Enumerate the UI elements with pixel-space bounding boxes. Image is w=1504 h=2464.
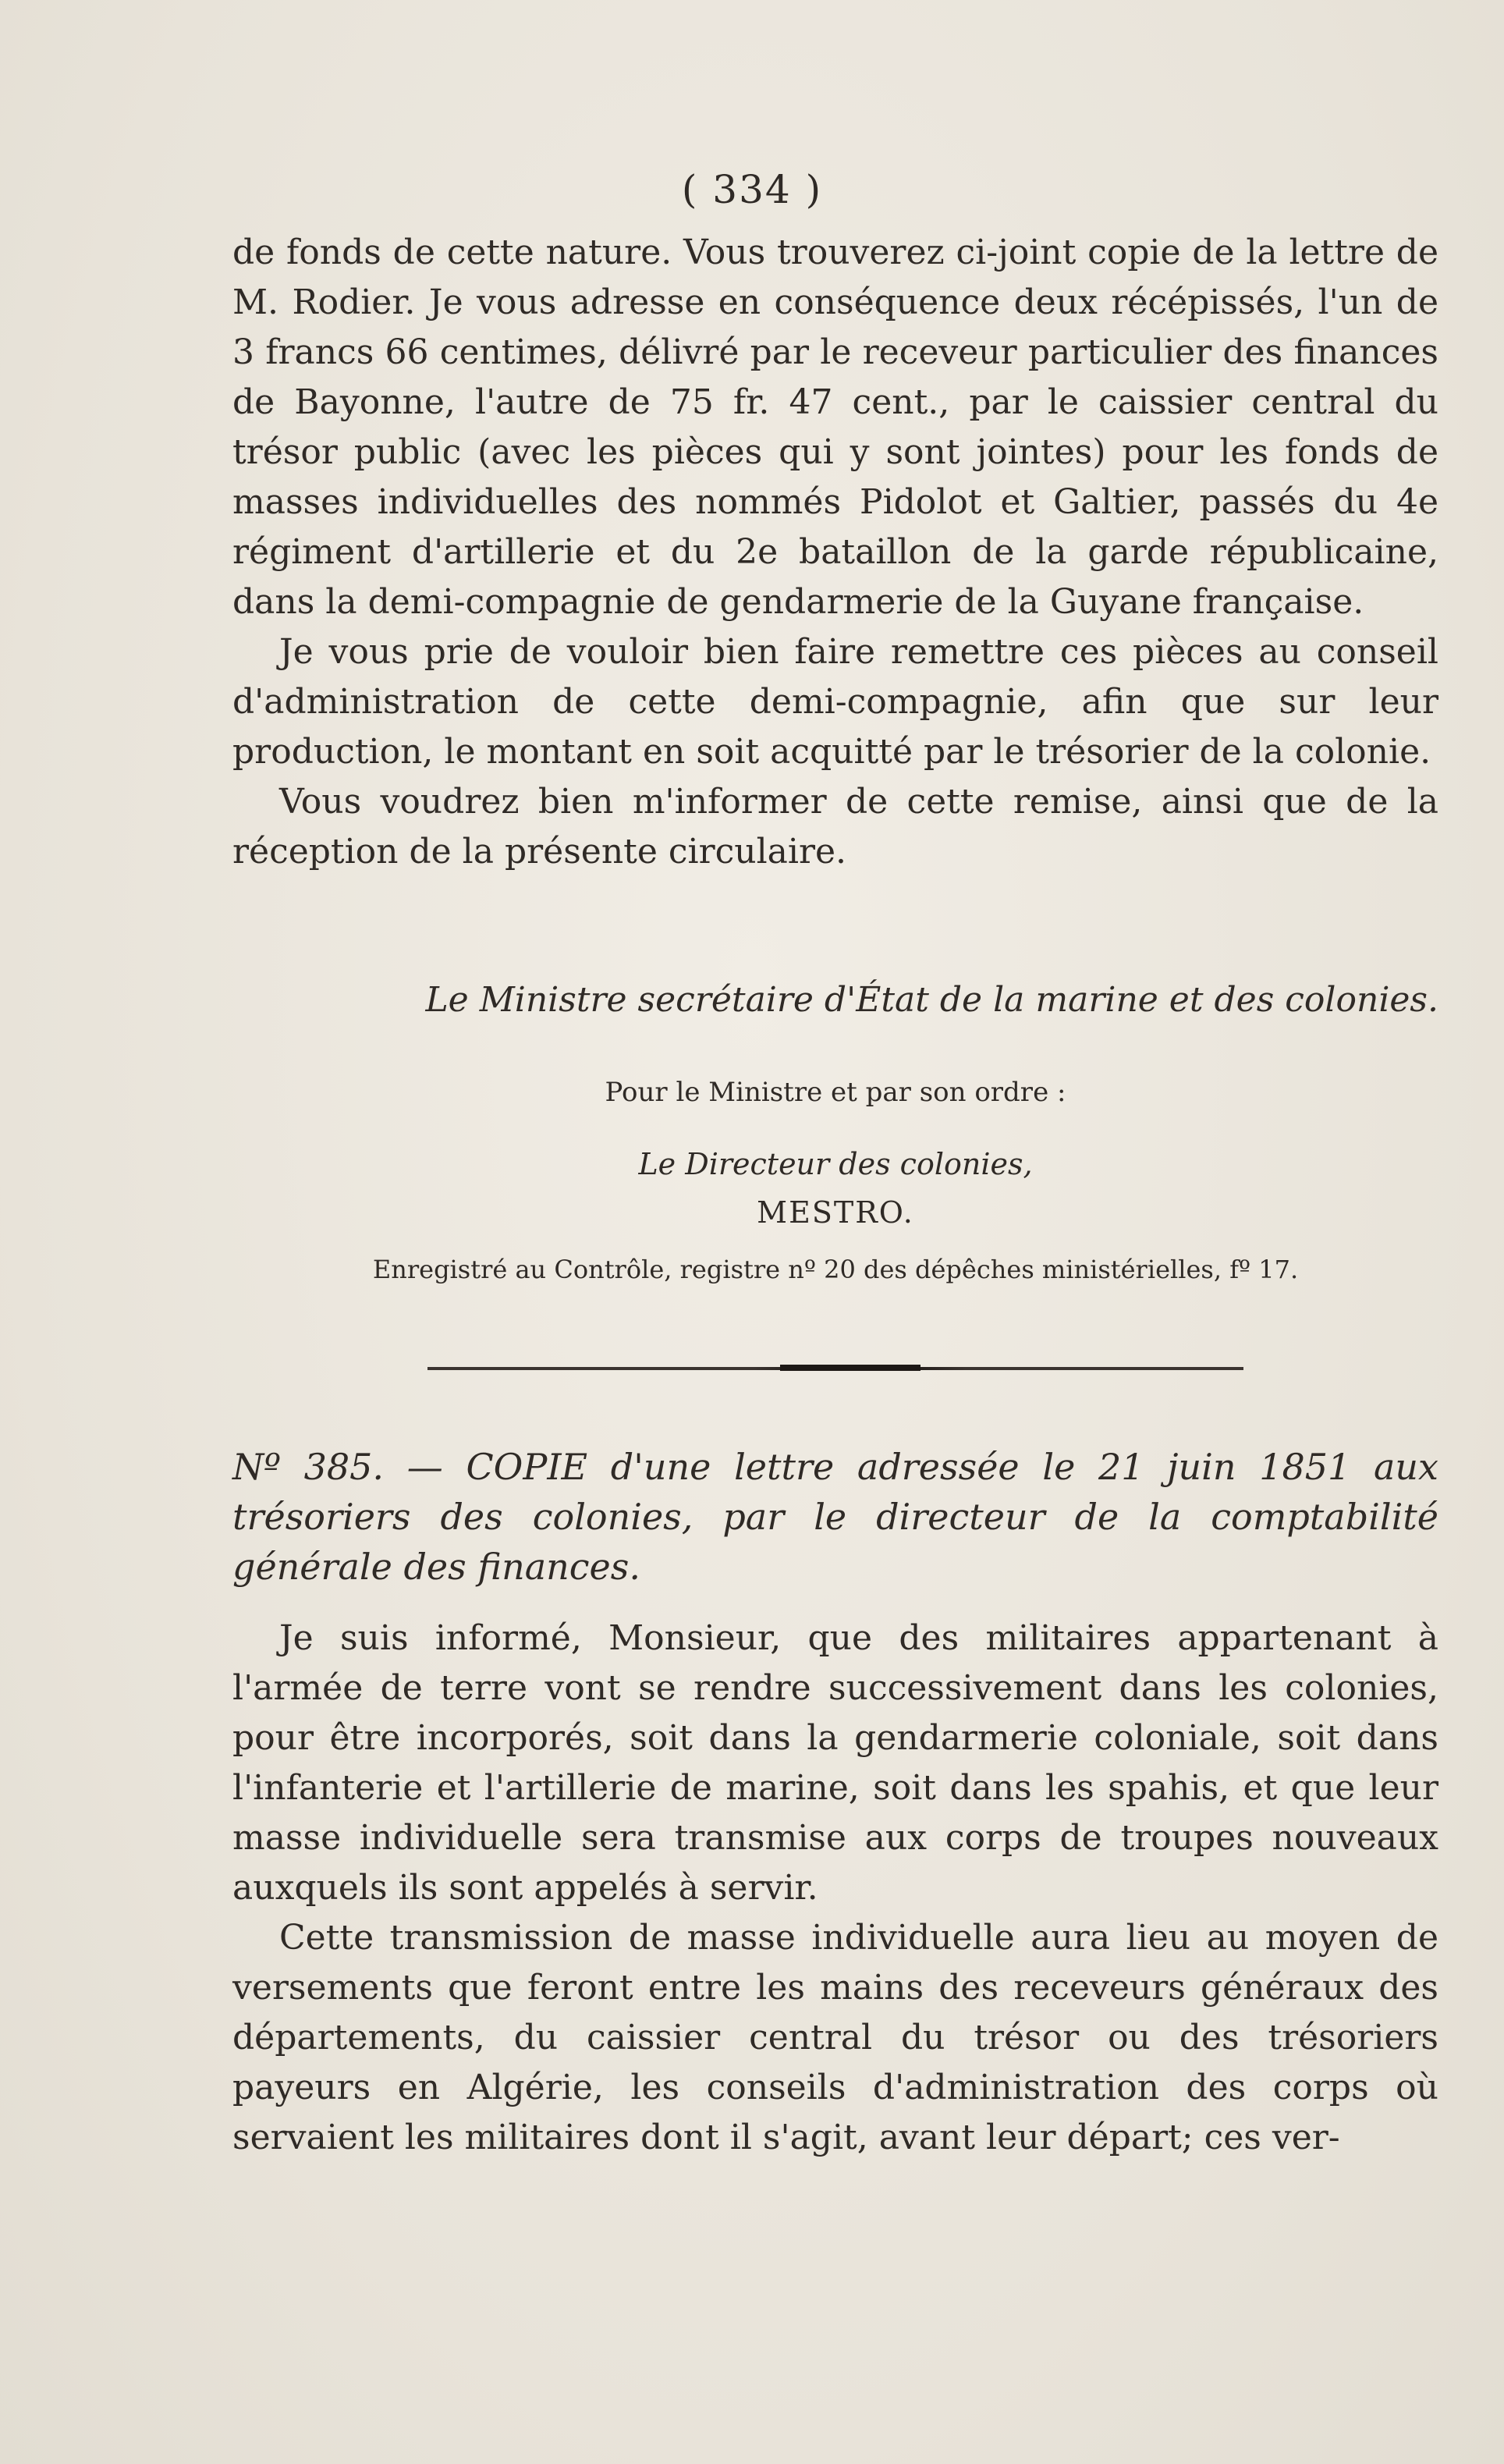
paragraph-remettre: Je vous prie de vouloir bien faire remettre ces pièces au conseil d'administration de cette demi-compagnie, afin que sur leur production, le montant en soit acquitté par le trésorier de la colonie. xyxy=(232,632,1438,772)
body-text-top xyxy=(232,228,1438,877)
section-divider-center xyxy=(780,1365,920,1371)
directeur-line: Le Directeur des colonies, xyxy=(638,1147,1033,1181)
section-heading: Nº 385. — COPIE d'une lettre adressée le 21 juin 1851 aux trésoriers des colonies, par le directeur de la comptabilité générale des finances. xyxy=(232,1446,1438,1588)
body-text-bottom xyxy=(232,1614,1438,2163)
continuation-paragraph: de fonds de cette nature. Vous trouverez ci-joint copie de la lettre de M. Rodier. Je vous adresse en conséquence deux récépissés, l'un de 3 francs 66 centimes, délivré par le receveur particulier des finances de Bayonne, l'autre de 75 fr. 47 cent., par le caissier central du trésor public (avec les pièces qui y sont jointes) pour les fonds de masses individuelles des nommés Pidolot et Galtier, passés du 4e régiment d'artillerie et du 2e bataillon de la garde républicaine, dans la demi-compagnie de gendarmerie de la Guyane française. xyxy=(232,233,1438,622)
paragraph-informer: Vous voudrez bien m'informer de cette remise, ainsi que de la réception de la présente circulaire. xyxy=(232,782,1438,872)
page-number: ( 334 ) xyxy=(681,167,823,212)
paragraph-transmission: Cette transmission de masse individuelle aura lieu au moyen de versements que feront entre les mains des receveurs généraux des départements, du caissier central du trésor ou des trésoriers payeurs en Algérie, les conseils d'administration des corps où servaient les militaires dont il s'agit, avant leur départ; ces ver- xyxy=(232,1918,1438,2157)
paragraph-militaires: Je suis informé, Monsieur, que des militaires appartenant à l'armée de terre vont se rendre successivement dans les colonies, pour être incorporés, soit dans la gendarmerie coloniale, soit dans l'infanterie et l'artillerie de marine, soit dans les spahis, et que leur masse individuelle sera transmise aux corps de troupes nouveaux auxquels ils sont appelés à servir. xyxy=(232,1618,1438,1908)
signer-name: MESTRO. xyxy=(757,1195,914,1230)
registration-note: Enregistré au Contrôle, registre nº 20 des dépêches ministérielles, fº 17. xyxy=(372,1255,1299,1284)
signature-title: Le Ministre secrétaire d'État de la marine et des colonies. xyxy=(425,980,1438,1020)
pour-ordre-line: Pour le Ministre et par son ordre : xyxy=(605,1077,1066,1108)
